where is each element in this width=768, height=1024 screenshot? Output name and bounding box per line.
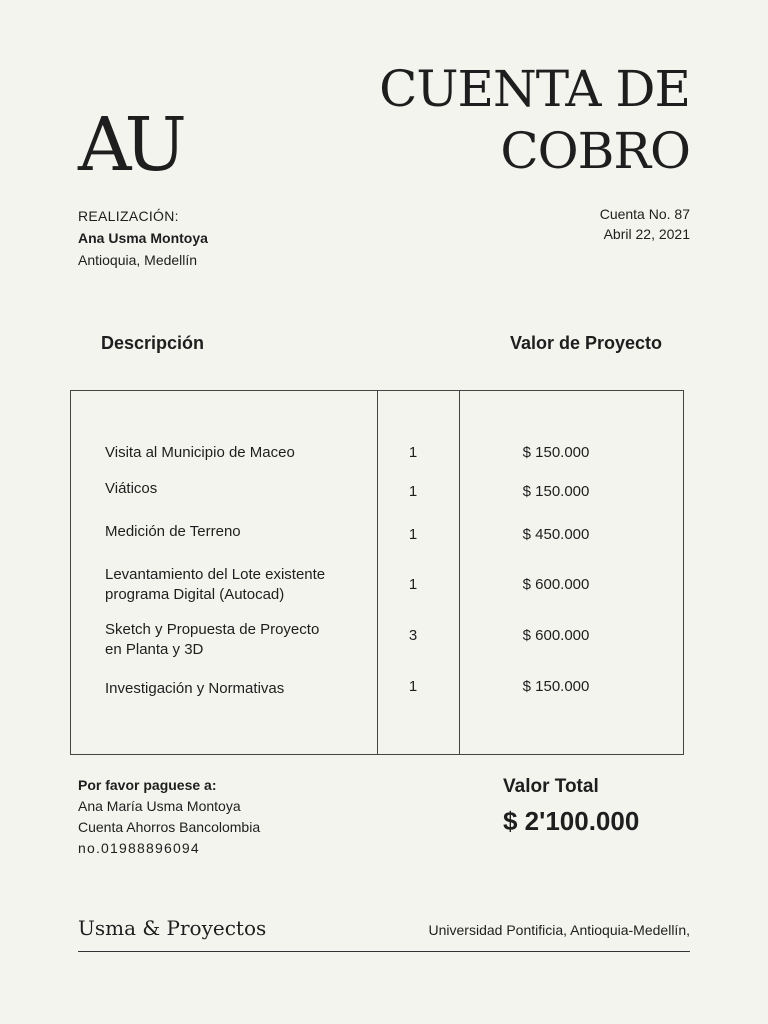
total-label: Valor Total (503, 776, 599, 797)
item-quantity: 3 (408, 627, 418, 644)
item-quantity: 1 (408, 483, 418, 500)
item-quantity: 1 (408, 678, 418, 695)
item-description-line: Viáticos (105, 480, 158, 497)
title-line-1: CUENTA DE (379, 60, 690, 118)
item-amount: $ 600.000 (522, 576, 590, 593)
payee-name: Ana María Usma Montoya (78, 798, 241, 814)
item-description-line: Investigación y Normativas (105, 680, 285, 697)
item-description-line: Sketch y Propuesta de Proyecto (105, 621, 320, 638)
column-header-value: Valor de Proyecto (509, 333, 662, 353)
logo-monogram: AU (78, 102, 180, 188)
item-amount: $ 150.000 (522, 483, 590, 500)
total-value: $ 2'100.000 (503, 806, 640, 836)
document-title (379, 58, 690, 182)
footer-location: Universidad Pontificia, Antioquia-Medellín, (428, 922, 690, 938)
invoice-number: Cuenta No. 87 (599, 206, 690, 222)
issuer-label: REALIZACIÓN: (78, 208, 179, 224)
item-description (105, 620, 365, 660)
issuer-name: Ana Usma Montoya (78, 230, 208, 246)
title-line-2: COBRO (500, 122, 690, 180)
item-quantity: 1 (408, 444, 418, 461)
payment-label: Por favor paguese a: (78, 777, 217, 793)
item-amount: $ 150.000 (522, 444, 590, 461)
item-description (105, 565, 365, 605)
item-amount: $ 450.000 (522, 526, 590, 543)
item-description (105, 479, 365, 499)
item-description-line: Visita al Municipio de Maceo (105, 444, 295, 461)
item-amount: $ 150.000 (522, 678, 590, 695)
item-amount: $ 600.000 (522, 627, 590, 644)
item-description (105, 679, 365, 699)
item-description-line: Levantamiento del Lote existente (105, 566, 326, 583)
items-table (70, 390, 684, 755)
issuer-location: Antioquia, Medellín (78, 252, 198, 268)
account-number: no.01988896094 (78, 840, 200, 856)
item-description (105, 443, 365, 463)
issuer-block (78, 205, 208, 271)
item-description-line: programa Digital (Autocad) (105, 586, 285, 603)
table-divider (459, 391, 460, 754)
footer-brand: Usma & Proyectos (78, 916, 267, 940)
invoice-date: Abril 22, 2021 (603, 226, 690, 242)
column-header-description: Descripción (101, 333, 205, 353)
item-quantity: 1 (408, 576, 418, 593)
payment-info (78, 775, 260, 859)
item-description (105, 522, 365, 542)
item-quantity: 1 (408, 526, 418, 543)
bank-account-type: Cuenta Ahorros Bancolombia (78, 819, 261, 835)
footer-divider (78, 951, 690, 952)
invoice-info (600, 204, 690, 244)
item-description-line: en Planta y 3D (105, 641, 204, 658)
item-description-line: Medición de Terreno (105, 523, 241, 540)
